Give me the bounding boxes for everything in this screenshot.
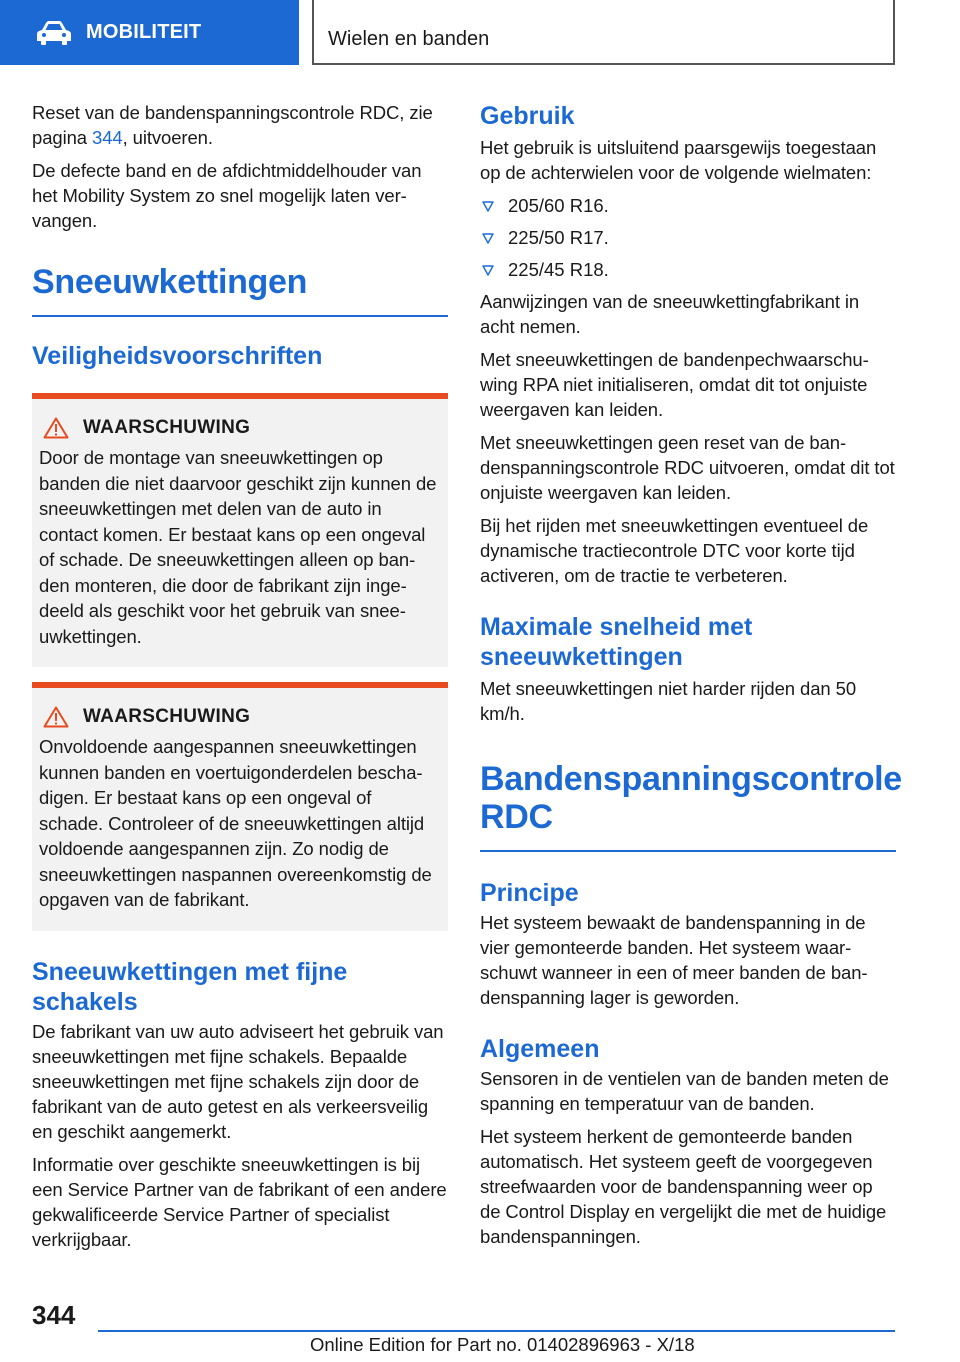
right-column: [480, 101, 902, 1257]
wheel-size: 225/50 R17.: [508, 227, 609, 248]
warning-text: Door de montage van sneeuwkettingen op banden die niet daarvoor geschikt zijn kunnen de sneeuwkettingen met delen van de auto in contact komen. Er bestaat kans op een ongeval of schade. De sneeuwkettingen alleen op banden monteren, die door de fabrikant zijn ingedeeld als geschikt voor het gebruik van sneeuwkettingen.: [39, 447, 437, 647]
use-paragraph-1: Het gebruik is uitsluitend paarsgewijs toegestaan op de achterwielen voor de volgende wielmaten:: [480, 137, 877, 183]
warning-header: [39, 706, 438, 728]
intro-text: Reset van de bandenspanningscontrole RDC, zie pagina: [32, 102, 433, 148]
page-number: 344: [32, 1300, 76, 1330]
heading-general: Algemeen: [480, 1035, 600, 1063]
left-column: [32, 100, 448, 1260]
h1-block: [32, 263, 448, 317]
general-paragraph-2: Het systeem herkent de gemonteerde banden automatisch. Het systeem geeft de voorgegeven streefwaarden voor de bandenspanning weer op de Control Display en vergelijkt die met de huidige bandenspanningen.: [480, 1126, 887, 1247]
heading-rule: [32, 315, 448, 317]
car-icon: [36, 20, 72, 46]
warning-triangle-icon: [43, 417, 69, 439]
heading-snow-chains: Sneeuwkettingen: [32, 263, 308, 301]
list-item: [480, 257, 896, 282]
footer-rule: [98, 1330, 895, 1332]
list-item: [480, 193, 896, 218]
heading-fine-chains: Sneeuwkettingen met fijne schakels: [32, 957, 348, 1016]
fine-paragraph-2: Informatie over geschikte sneeuwkettingen is bij een Service Partner van de fabrikant of een andere gekwalificeerde Service Partner of specialist verkrijgbaar.: [32, 1153, 447, 1250]
warning-box-2: [32, 682, 448, 931]
intro-paragraph-2: De defecte band en de afdichtmiddelhouder van het Mobility System zo snel mogelijk laten vervangen.: [32, 160, 422, 231]
triangle-bullet-icon: [482, 264, 494, 276]
intro-paragraph-1: [32, 100, 448, 150]
edition-text: Online Edition for Part no. 01402896963 - X/18: [310, 1334, 695, 1355]
h1-block: [480, 760, 902, 852]
triangle-bullet-icon: [482, 200, 494, 212]
heading-use: Gebruik: [480, 102, 575, 130]
fine-paragraph-1: De fabrikant van uw auto adviseert het gebruik van sneeuwkettingen met fijne schakels. Bepaalde sneeuwkettingen met fijne schakels zijn door de fabrikant van de auto getest en als verkeersveilig en geschikt aangemerkt.: [32, 1020, 444, 1142]
use-paragraph-2: Aanwijzingen van de sneeuwkettingfabrikant in acht nemen.: [480, 291, 860, 337]
warning-title: WAARSCHUWING: [83, 417, 251, 438]
heading-rdc: Bandenspanningscontrole RDC: [480, 760, 902, 836]
section-tab: [0, 0, 299, 65]
warning-text: Onvoldoende aangespannen sneeuwkettingen kunnen banden en voertuigonderdelen beschadigen. Er bestaat kans op een ongeval of schade. Controleer of de sneeuwkettingen altijd voldoende aangespannen zijn. Zo nodig de sneeuwkettingen naspannen overeenkomstig de opgaven van de fabrikant.: [39, 736, 432, 910]
wheel-size: 225/45 R18.: [508, 259, 609, 280]
page-link[interactable]: 344: [92, 127, 123, 148]
use-paragraph-5: Bij het rijden met sneeuwkettingen eventueel de dynamische tractiecontrole DTC voor korte tijd activeren, om de tractie te verbeteren.: [480, 515, 869, 586]
wheel-size: 205/60 R16.: [508, 195, 609, 216]
heading-safety: Veiligheidsvoorschriften: [32, 342, 323, 370]
chapter-header: [312, 0, 895, 65]
intro-text-end: , uitvoeren.: [122, 127, 213, 148]
use-paragraph-3: Met sneeuwkettingen de bandenpechwaarschuwing RPA niet initialiseren, omdat dit tot onjuiste weergaven kan leiden.: [480, 349, 869, 420]
warning-header: [39, 417, 438, 439]
warning-title: WAARSCHUWING: [83, 706, 251, 727]
triangle-bullet-icon: [482, 232, 494, 244]
general-paragraph-1: Sensoren in de ventielen van de banden meten de spanning en temperatuur van de banden.: [480, 1068, 889, 1114]
list-item: [480, 225, 896, 250]
wheel-size-list: [480, 193, 896, 282]
heading-rule: [480, 850, 896, 852]
use-paragraph-4: Met sneeuwkettingen geen reset van de bandenspanningscontrole RDC uitvoeren, omdat dit tot onjuiste weergaven kan leiden.: [480, 432, 895, 503]
heading-principle: Principe: [480, 879, 579, 907]
principle-paragraph: Het systeem bewaakt de bandenspanning in de vier gemonteerde banden. Het systeem waarschuwt wanneer in een of meer banden de bandenspanning lager is geworden.: [480, 912, 868, 1008]
heading-max-speed: Maximale snelheid met sneeuwkettingen: [480, 613, 753, 671]
chapter-title: Wielen en banden: [328, 28, 490, 50]
warning-box-1: [32, 393, 448, 667]
warning-triangle-icon: [43, 706, 69, 728]
section-label: MOBILITEIT: [86, 21, 202, 43]
speed-paragraph: Met sneeuwkettingen niet harder rijden dan 50 km/h.: [480, 678, 857, 724]
